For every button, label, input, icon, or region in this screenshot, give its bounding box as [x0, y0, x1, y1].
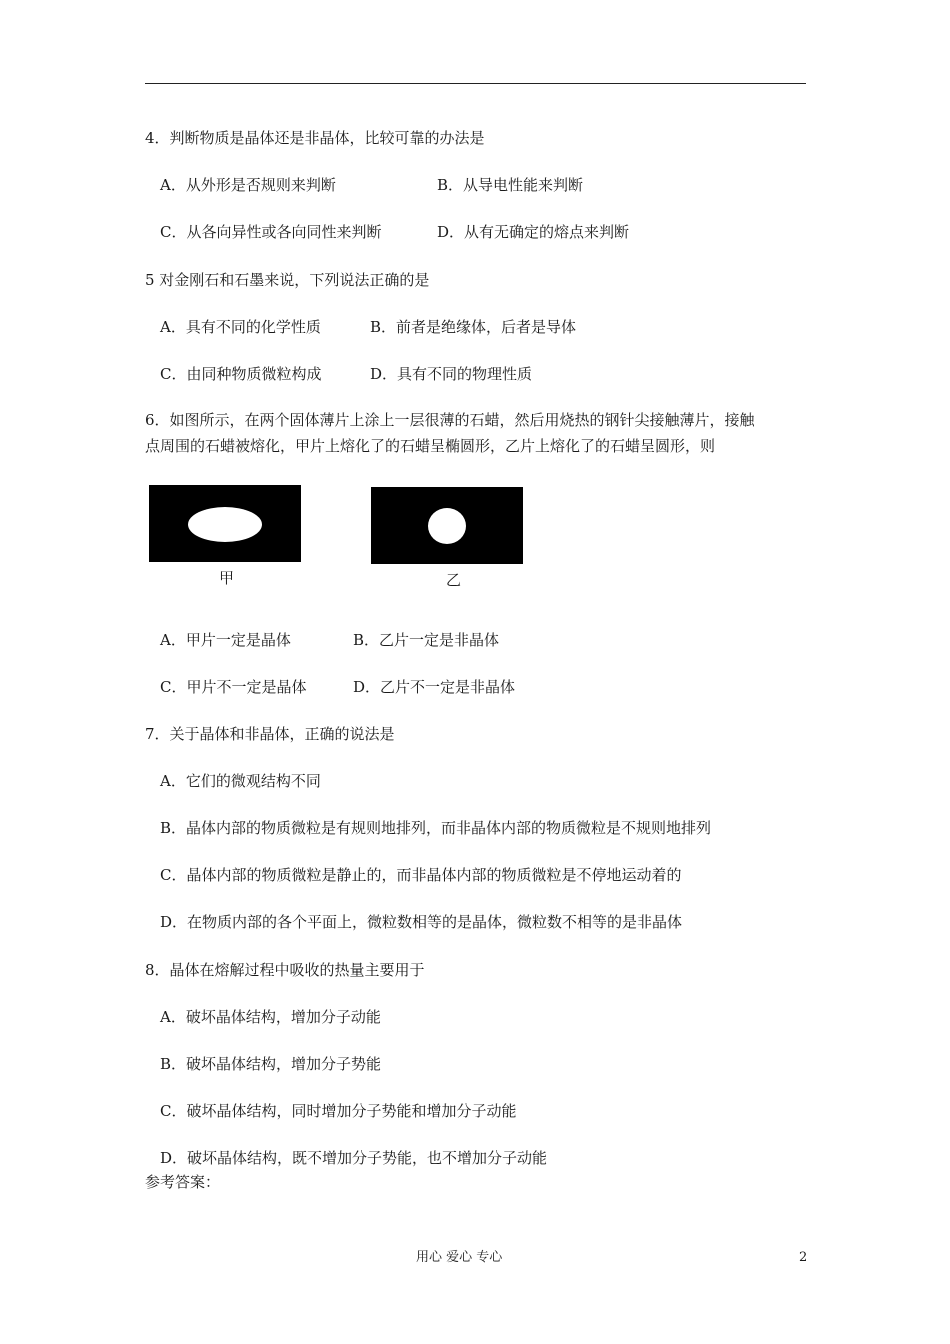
- circle-melt-mark: [428, 508, 466, 544]
- question-6-option-c: C．甲片不一定是晶体: [160, 678, 307, 696]
- question-7-stem: 7．关于晶体和非晶体，正确的说法是: [145, 725, 395, 743]
- figure-plate-yi: [371, 487, 523, 564]
- figure-label-jia: 甲: [219, 569, 235, 587]
- question-7-option-a: A．它们的微观结构不同: [160, 772, 321, 790]
- question-7-option-b: B．晶体内部的物质微粒是有规则地排列，而非晶体内部的物质微粒是不规则地排列: [160, 819, 712, 837]
- ellipse-melt-mark: [188, 507, 262, 542]
- question-4-option-a: A．从外形是否规则来判断: [160, 176, 336, 194]
- question-5-option-b: B．前者是绝缘体，后者是导体: [370, 318, 577, 336]
- question-4-option-c: C．从各向异性或各向同性来判断: [160, 223, 382, 241]
- question-4-option-b: B．从导电性能来判断: [437, 176, 584, 194]
- footer-motto: 用心 爱心 专心: [416, 1250, 503, 1265]
- question-4-stem: 4．判断物质是晶体还是非晶体，比较可靠的办法是: [145, 129, 485, 147]
- question-8-option-d: D．破坏晶体结构，既不增加分子势能，也不增加分子动能: [160, 1149, 548, 1167]
- question-6-option-a: A．甲片一定是晶体: [160, 631, 291, 649]
- question-8-option-a: A．破坏晶体结构，增加分子动能: [160, 1008, 381, 1026]
- question-8-option-c: C．破坏晶体结构，同时增加分子势能和增加分子动能: [160, 1102, 517, 1120]
- page-number: 2: [799, 1250, 808, 1265]
- question-6-stem-line-1: 6．如图所示，在两个固体薄片上涂上一层很薄的石蜡，然后用烧热的钢针尖接触薄片，接触: [145, 411, 755, 429]
- question-8-option-b: B．破坏晶体结构，增加分子势能: [160, 1055, 382, 1073]
- question-5-option-a: A．具有不同的化学性质: [160, 318, 321, 336]
- question-8-stem: 8．晶体在熔解过程中吸收的热量主要用于: [145, 961, 425, 979]
- answers-heading: 参考答案：: [145, 1173, 221, 1191]
- question-7-option-d: D．在物质内部的各个平面上，微粒数相等的是晶体，微粒数不相等的是非晶体: [160, 913, 683, 931]
- question-5-stem: 5 对金刚石和石墨来说，下列说法正确的是: [145, 271, 430, 289]
- question-6-option-b: B．乙片一定是非晶体: [353, 631, 500, 649]
- question-6-option-d: D．乙片不一定是非晶体: [353, 678, 516, 696]
- question-7-option-c: C．晶体内部的物质微粒是静止的，而非晶体内部的物质微粒是不停地运动着的: [160, 866, 682, 884]
- question-5-option-d: D．具有不同的物理性质: [370, 365, 533, 383]
- header-rule: [145, 83, 806, 84]
- figure-label-yi: 乙: [446, 571, 462, 589]
- figure-plate-jia: [149, 485, 301, 562]
- question-5-option-c: C．由同种物质微粒构成: [160, 365, 322, 383]
- question-6-stem-line-2: 点周围的石蜡被熔化，甲片上熔化了的石蜡呈椭圆形，乙片上熔化了的石蜡呈圆形，则: [145, 437, 716, 455]
- question-4-option-d: D．从有无确定的熔点来判断: [437, 223, 630, 241]
